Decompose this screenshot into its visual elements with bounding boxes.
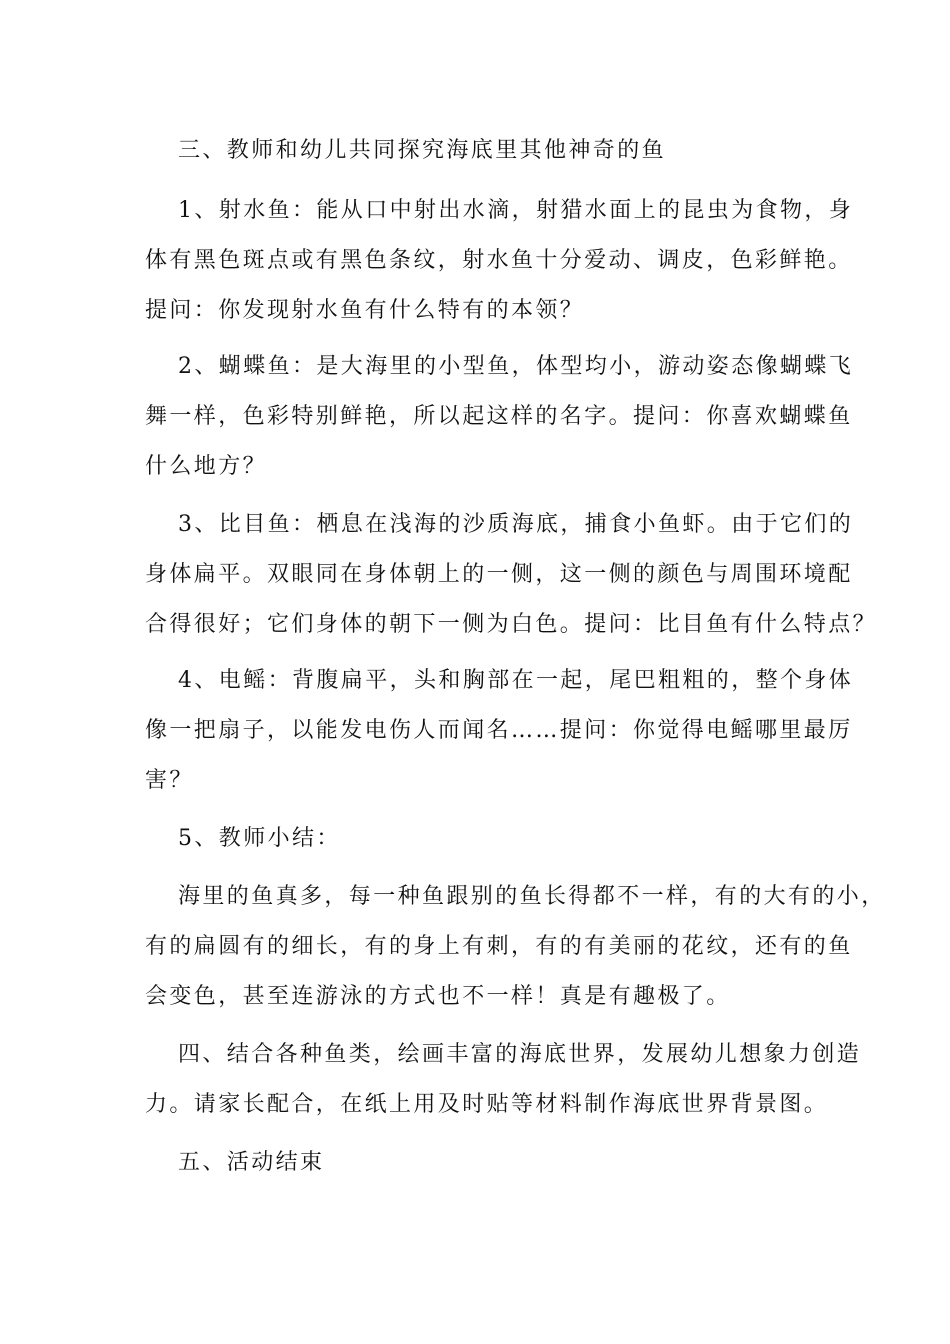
paragraph-drawing-activity-line-2: 力。请家长配合，在纸上用及时贴等材料制作海底世界背景图。 [145,1092,829,1117]
paragraph-electric-ray-line-1: 4、电鳐：背腹扁平，头和胸部在一起，尾巴粗粗的，整个身体 [178,668,854,693]
paragraph-flatfish-line-3: 合得很好；它们身体的朝下一侧为白色。提问：比目鱼有什么特点？ [145,612,878,637]
paragraph-drawing-activity-line-1: 四、结合各种鱼类，绘画丰富的海底世界，发展幼儿想象力创造 [178,1042,862,1067]
paragraph-summary-line-2: 有的扁圆有的细长，有的身上有刺，有的有美丽的花纹，还有的鱼 [145,934,853,959]
paragraph-butterflyfish-line-2: 舞一样，色彩特别鲜艳，所以起这样的名字。提问：你喜欢蝴蝶鱼 [145,404,853,429]
paragraph-summary-line-3: 会变色，甚至连游泳的方式也不一样！真是有趣极了。 [145,984,731,1009]
paragraph-archerfish-line-2: 体有黑色斑点或有黑色条纹，射水鱼十分爱动、调皮，色彩鲜艳。 [145,248,853,273]
paragraph-archerfish-line-1: 1、射水鱼：能从口中射出水滴，射猎水面上的昆虫为食物，身 [178,198,854,223]
paragraph-teacher-summary-label: 5、教师小结： [178,826,341,851]
paragraph-flatfish-line-1: 3、比目鱼：栖息在浅海的沙质海底，捕食小鱼虾。由于它们的 [178,512,854,537]
paragraph-flatfish-line-2: 身体扁平。双眼同在身体朝上的一侧，这一侧的颜色与周围环境配 [145,562,853,587]
paragraph-butterflyfish-line-3: 什么地方？ [145,454,268,479]
paragraph-butterflyfish-line-1: 2、蝴蝶鱼：是大海里的小型鱼，体型均小，游动姿态像蝴蝶飞 [178,354,854,379]
paragraph-electric-ray-line-2: 像一把扇子，以能发电伤人而闻名……提问：你觉得电鳐哪里最厉 [145,718,853,743]
paragraph-electric-ray-line-3: 害？ [145,768,194,793]
paragraph-archerfish-line-3: 提问：你发现射水鱼有什么特有的本领？ [145,298,585,323]
section-heading-3: 三、教师和幼儿共同探究海底里其他神奇的鱼 [178,138,667,163]
section-heading-5: 五、活动结束 [178,1150,325,1175]
paragraph-summary-line-1: 海里的鱼真多，每一种鱼跟别的鱼长得都不一样，有的大有的小， [178,884,886,909]
